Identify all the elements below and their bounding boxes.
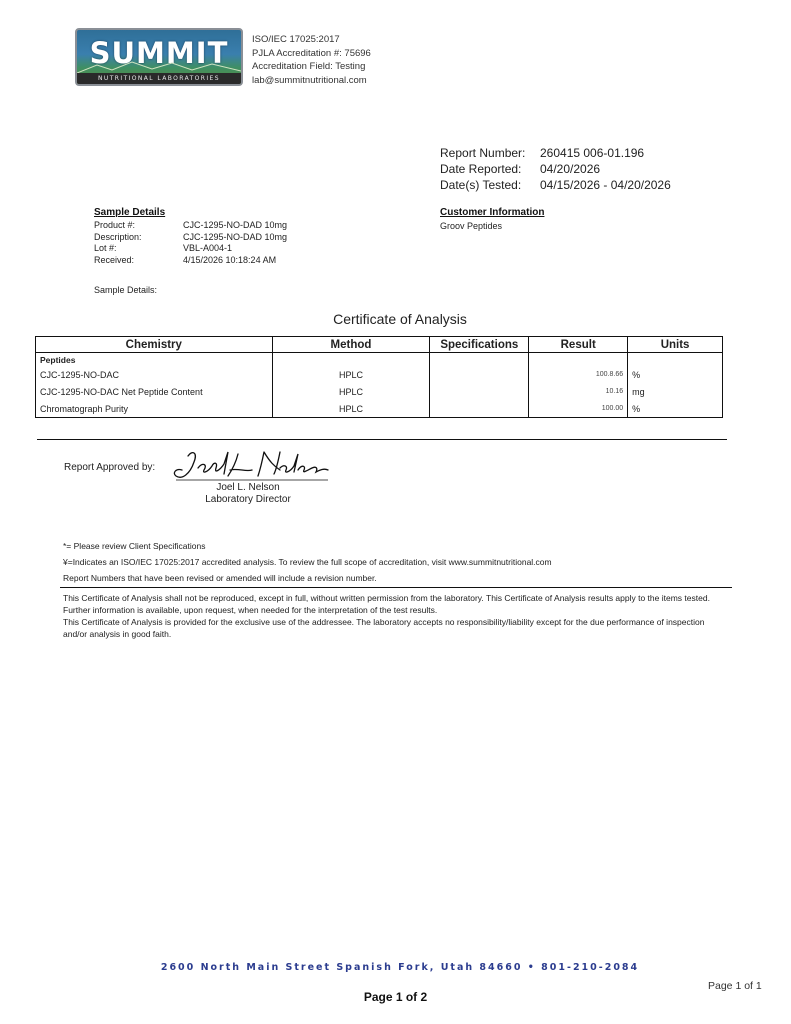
- table-row: [36, 400, 723, 418]
- table-row: [36, 383, 723, 400]
- logo-subtitle: NUTRITIONAL LABORATORIES: [77, 73, 241, 84]
- table-group-row: [36, 353, 723, 367]
- approver: [178, 482, 318, 506]
- cell-result: 100.00: [529, 400, 628, 418]
- header-method: Method: [272, 337, 430, 353]
- divider: [37, 439, 727, 440]
- cell-method: HPLC: [272, 383, 430, 400]
- certificate-title: Certificate of Analysis: [333, 311, 467, 327]
- customer-info: [440, 207, 544, 231]
- cell-units: mg: [628, 383, 723, 400]
- date-reported-label: Date Reported:: [440, 162, 522, 176]
- sample-details-title: Sample Details: [94, 207, 166, 218]
- description-value: CJC-1295-NO-DAD 10mg: [183, 231, 288, 242]
- logo-wordmark: SUMMIT: [89, 36, 229, 70]
- cell-spec: [430, 400, 529, 418]
- approved-by-label: Report Approved by:: [64, 462, 156, 473]
- accreditation-standard: ISO/IEC 17025:2017: [252, 34, 340, 45]
- cell-chemistry: Chromatograph Purity: [36, 400, 273, 418]
- table-row: [36, 366, 723, 383]
- page-number-right: Page 1 of 1: [708, 980, 762, 992]
- disclaimer-reproduction: This Certificate of Analysis shall not be reproduced, except in full, without written permission from the laboratory. This Certificate of Analysis results apply to the items tested. Further information is available, upon request, when needed for the interpretation of the test results.: [63, 593, 710, 615]
- disclaimer-liability: This Certificate of Analysis is provided for the exclusive use of the addressee. The laboratory accepts no responsibility/liability except for the due performance of inspection and/or analysis in good faith.: [63, 617, 705, 639]
- customer-name: Groov Peptides: [440, 221, 503, 231]
- product-value: CJC-1295-NO-DAD 10mg: [183, 220, 288, 230]
- cell-spec: [430, 383, 529, 400]
- cell-units: %: [628, 400, 723, 418]
- group-label: Peptides: [36, 353, 273, 367]
- note-revision: Report Numbers that have been revised or amended will include a revision number.: [63, 573, 377, 583]
- customer-info-title: Customer Information: [440, 207, 545, 218]
- approver-title: Laboratory Director: [205, 494, 291, 505]
- lab-email: lab@summitnutritional.com: [252, 74, 367, 86]
- product-label: Product #:: [94, 220, 136, 230]
- header-result: Result: [529, 337, 628, 353]
- mountain-icon: [77, 60, 241, 74]
- summit-logo: [75, 28, 243, 86]
- disclaimer: [63, 592, 723, 640]
- cell-method: HPLC: [272, 366, 430, 383]
- cell-chemistry: CJC-1295-NO-DAC Net Peptide Content: [36, 383, 273, 400]
- header-chemistry: Chemistry: [36, 337, 273, 353]
- report-number: 260415 006-01.196: [540, 146, 645, 160]
- header-units: Units: [628, 337, 723, 353]
- notes: [63, 538, 552, 586]
- dates-tested-label: Date(s) Tested:: [440, 178, 522, 192]
- note-accreditation: ¥=Indicates an ISO/IEC 17025:2017 accredited analysis. To review the full scope of accreditation, visit www.summitnutritional.com: [63, 557, 552, 567]
- report-meta: [440, 145, 671, 193]
- lot-value: VBL-A004-1: [183, 243, 233, 253]
- cell-result: 100.8.66: [529, 366, 628, 383]
- approver-name: Joel L. Nelson: [216, 482, 280, 493]
- description-label: Description:: [94, 231, 142, 242]
- cell-chemistry: CJC-1295-NO-DAC: [36, 366, 273, 383]
- accreditation-number: PJLA Accreditation #: 75696: [252, 47, 371, 59]
- signature-image: [168, 448, 333, 486]
- cell-method: HPLC: [272, 400, 430, 418]
- header-specifications: Specifications: [430, 337, 529, 353]
- sample-details-note-label: Sample Details:: [94, 285, 158, 295]
- sample-details: [94, 207, 287, 266]
- footer-address: 2600 North Main Street Spanish Fork, Utah 84660 • 801-210-2084: [160, 962, 640, 973]
- received-value: 4/15/2026 10:18:24 AM: [183, 254, 277, 265]
- cell-units: %: [628, 366, 723, 383]
- results-table: [35, 336, 723, 418]
- accreditation-field: Accreditation Field: Testing: [252, 61, 366, 72]
- accreditation-info: [252, 33, 371, 87]
- report-number-label: Report Number:: [440, 146, 526, 160]
- dates-tested: 04/15/2026 - 04/20/2026: [540, 178, 671, 192]
- divider: [60, 587, 732, 588]
- cell-spec: [430, 366, 529, 383]
- date-reported: 04/20/2026: [540, 162, 601, 176]
- lot-label: Lot #:: [94, 243, 117, 253]
- note-specifications: *= Please review Client Specifications: [63, 541, 206, 551]
- cell-result: 10.16: [529, 383, 628, 400]
- page-number-center: Page 1 of 2: [363, 990, 428, 1004]
- received-label: Received:: [94, 254, 135, 265]
- table-header-row: [36, 337, 723, 353]
